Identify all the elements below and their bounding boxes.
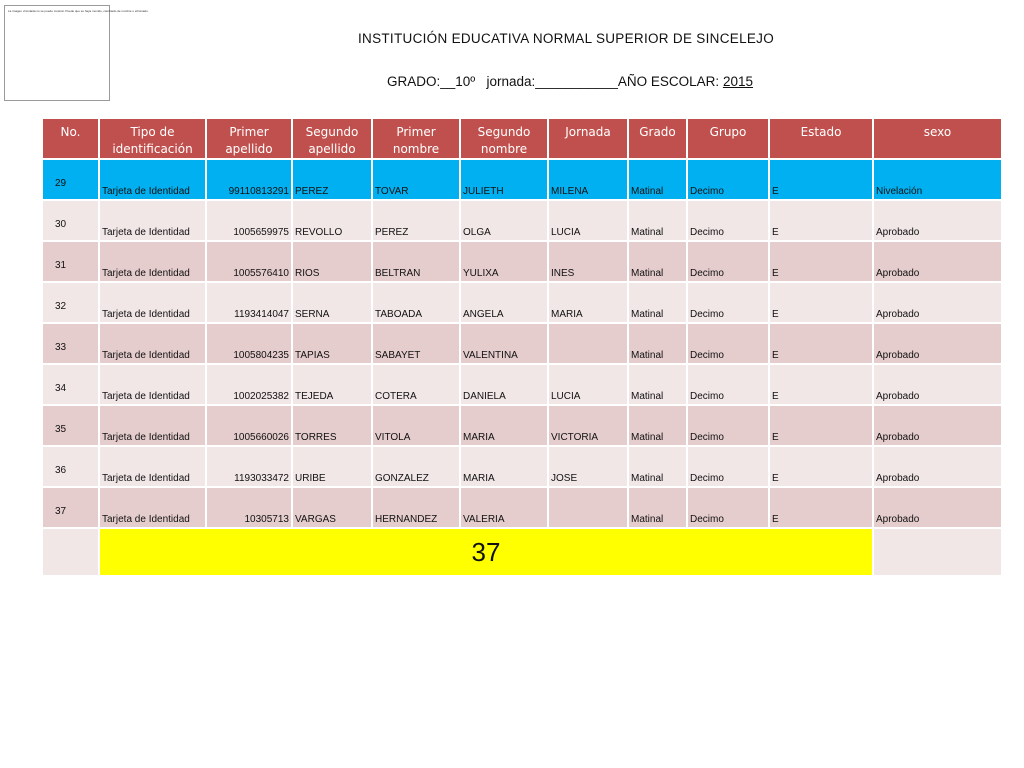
table-cell: JOSE (548, 446, 628, 487)
table-cell: 29 (42, 159, 99, 200)
table-cell: Tarjeta de Identidad (99, 200, 206, 241)
table-cell: SABAYET (372, 323, 460, 364)
table-cell: Matinal (628, 241, 687, 282)
table-cell: VICTORIA (548, 405, 628, 446)
table-cell: VITOLA (372, 405, 460, 446)
table-row (42, 405, 1002, 446)
table-cell: E (769, 159, 873, 200)
table-cell: 30 (42, 200, 99, 241)
table-cell: MILENA (548, 159, 628, 200)
table-cell: VALENTINA (460, 323, 548, 364)
table-cell: COTERA (372, 364, 460, 405)
jornada-label: jornada: (486, 74, 536, 89)
page-title: INSTITUCIÓN EDUCATIVA NORMAL SUPERIOR DE SINCELEJO (357, 31, 775, 46)
table-cell: MARIA (460, 405, 548, 446)
table-cell: Decimo (687, 446, 769, 487)
table-cell: TORRES (292, 405, 372, 446)
table-cell: RIOS (292, 241, 372, 282)
table-cell: E (769, 405, 873, 446)
table-cell: Tarjeta de Identidad (99, 241, 206, 282)
students-table (41, 117, 1003, 577)
table-cell: HERNANDEZ (372, 487, 460, 528)
table-cell: BELTRAN (372, 241, 460, 282)
table-cell: E (769, 323, 873, 364)
table-cell (548, 487, 628, 528)
table-cell: E (769, 282, 873, 323)
table-cell: PEREZ (372, 200, 460, 241)
table-cell: INES (548, 241, 628, 282)
table-cell: Tarjeta de Identidad (99, 159, 206, 200)
table-cell: 99110813291 (206, 159, 292, 200)
table-cell: REVOLLO (292, 200, 372, 241)
table-cell: VALERIA (460, 487, 548, 528)
broken-image-caption: La imagen vinculada no se puede mostrar. Puede que se haya movido, cambiado de nombre o eliminado. (8, 9, 149, 13)
table-cell: MARIA (548, 282, 628, 323)
table-cell: E (769, 241, 873, 282)
table-cell: 1193033472 (206, 446, 292, 487)
table-cell: Decimo (687, 282, 769, 323)
table-cell: Matinal (628, 446, 687, 487)
table-cell: Matinal (628, 323, 687, 364)
table-cell: 1005660026 (206, 405, 292, 446)
table-cell: Matinal (628, 159, 687, 200)
table-cell: LUCIA (548, 200, 628, 241)
grado-value: __10º (440, 74, 476, 89)
table-cell: Decimo (687, 487, 769, 528)
anio-label: AÑO ESCOLAR: (617, 74, 720, 89)
table-cell (548, 323, 628, 364)
table-cell: Decimo (687, 364, 769, 405)
table-cell: Matinal (628, 364, 687, 405)
table-cell: 33 (42, 323, 99, 364)
table-cell: Nivelación (873, 159, 1002, 200)
table-cell: Tarjeta de Identidad (99, 405, 206, 446)
table-cell: Aprobado (873, 323, 1002, 364)
total-spacer (873, 528, 1002, 576)
column-header: Estado (769, 118, 873, 159)
table-header-row (42, 118, 1002, 159)
table-cell: Tarjeta de Identidad (99, 282, 206, 323)
column-header: Grado (628, 118, 687, 159)
table-cell: 31 (42, 241, 99, 282)
table-cell: ANGELA (460, 282, 548, 323)
table-cell: E (769, 364, 873, 405)
table-cell: TOVAR (372, 159, 460, 200)
table-row (42, 200, 1002, 241)
table-cell: Decimo (687, 405, 769, 446)
table-cell: Decimo (687, 323, 769, 364)
table-cell: 36 (42, 446, 99, 487)
column-header: Jornada (548, 118, 628, 159)
table-row (42, 487, 1002, 528)
table-cell: YULIXA (460, 241, 548, 282)
table-cell: 10305713 (206, 487, 292, 528)
grado-label: GRADO: (387, 74, 441, 89)
column-header: Primer apellido (206, 118, 292, 159)
table-cell: Aprobado (873, 241, 1002, 282)
table-row (42, 323, 1002, 364)
column-header: Segundo nombre (460, 118, 548, 159)
table-cell: 32 (42, 282, 99, 323)
total-spacer (42, 528, 99, 576)
table-cell: Tarjeta de Identidad (99, 446, 206, 487)
table-cell: 34 (42, 364, 99, 405)
table-cell: TEJEDA (292, 364, 372, 405)
table-cell: 35 (42, 405, 99, 446)
table-cell: JULIETH (460, 159, 548, 200)
table-cell: 1193414047 (206, 282, 292, 323)
total-row (42, 528, 1002, 576)
table-cell: LUCIA (548, 364, 628, 405)
table-cell: Aprobado (873, 200, 1002, 241)
column-header: No. (42, 118, 99, 159)
table-cell: 1002025382 (206, 364, 292, 405)
table-cell: VARGAS (292, 487, 372, 528)
table-row (42, 159, 1002, 200)
table-cell: Decimo (687, 241, 769, 282)
table-cell: Matinal (628, 200, 687, 241)
table-cell: Aprobado (873, 282, 1002, 323)
table-cell: Matinal (628, 282, 687, 323)
table-cell: E (769, 487, 873, 528)
table-cell: TAPIAS (292, 323, 372, 364)
total-count: 37 (99, 528, 873, 576)
table-row (42, 282, 1002, 323)
table-cell: Aprobado (873, 405, 1002, 446)
table-cell: URIBE (292, 446, 372, 487)
table-cell: Aprobado (873, 364, 1002, 405)
table-row (42, 241, 1002, 282)
column-header: Grupo (687, 118, 769, 159)
table-cell: Tarjeta de Identidad (99, 364, 206, 405)
table-cell: DANIELA (460, 364, 548, 405)
column-header: Segundo apellido (292, 118, 372, 159)
table-cell: Decimo (687, 159, 769, 200)
table-cell: Tarjeta de Identidad (99, 487, 206, 528)
table-cell: TABOADA (372, 282, 460, 323)
column-header: Tipo de identificación (99, 118, 206, 159)
table-cell: OLGA (460, 200, 548, 241)
table-cell: GONZALEZ (372, 446, 460, 487)
table-cell: 1005659975 (206, 200, 292, 241)
table-row (42, 446, 1002, 487)
table-cell: Matinal (628, 405, 687, 446)
table-cell: 37 (42, 487, 99, 528)
table-cell: E (769, 200, 873, 241)
table-cell: Tarjeta de Identidad (99, 323, 206, 364)
table-cell: MARIA (460, 446, 548, 487)
jornada-blank: ___________ (535, 74, 618, 89)
column-header: Primer nombre (372, 118, 460, 159)
grade-info-line (387, 74, 753, 89)
anio-value: 2015 (722, 74, 753, 89)
table-cell: Aprobado (873, 446, 1002, 487)
table-cell: PEREZ (292, 159, 372, 200)
column-header: sexo (873, 118, 1002, 159)
logo-placeholder (4, 5, 149, 101)
table-cell: SERNA (292, 282, 372, 323)
table-cell: 1005804235 (206, 323, 292, 364)
table-cell: Decimo (687, 200, 769, 241)
table-row (42, 364, 1002, 405)
table-cell: Matinal (628, 487, 687, 528)
table-cell: E (769, 446, 873, 487)
table-cell: Aprobado (873, 487, 1002, 528)
table-cell: 1005576410 (206, 241, 292, 282)
